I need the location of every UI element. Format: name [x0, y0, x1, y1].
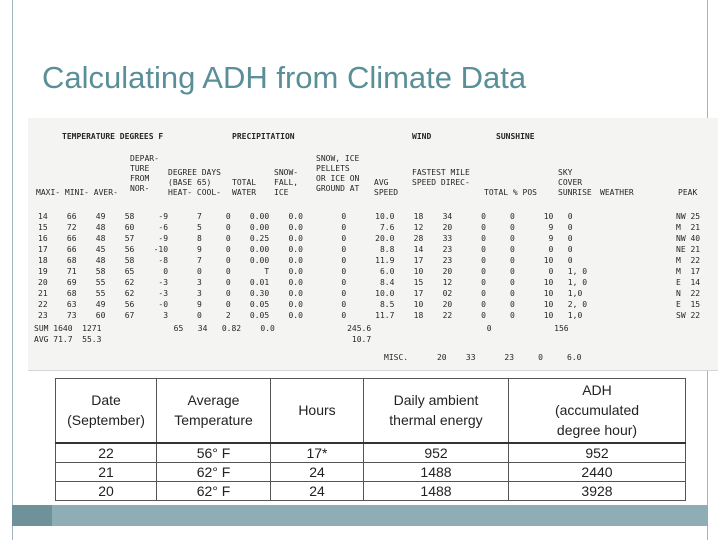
scan-row: 17 66 45 56 -10 9 0 0.00 0.0 0 8.8 14 23 0 0 0 0	[38, 245, 573, 254]
scan-row: 16 66 48 57 -9 8 0 0.25 0.0 0 20.0 28 33 0 0 9 0	[38, 234, 573, 243]
adh-header-row	[56, 379, 686, 443]
adh-table	[55, 378, 686, 501]
sunshine-group-header: SUNSHINE	[496, 132, 535, 141]
peak-cell: NW 40	[676, 234, 701, 243]
footer-accent	[12, 505, 52, 526]
scan-row: 15 72 48 60 -6 5 0 0.00 0.0 0 7.6 12 20 0 0 9 0	[38, 223, 573, 232]
adh-cell: 952	[509, 443, 686, 463]
weather-header: WEATHER	[600, 188, 634, 197]
snowfall-header: SNOW- FALL, ICE	[274, 168, 299, 197]
hours-header-label: Hours	[298, 402, 336, 419]
sky-cover-header: SKY COVER SUNRISE	[558, 168, 592, 197]
scan-sum-row: SUM 1640 1271 65 34 0.82 0.0 245.6 0 156	[34, 324, 569, 333]
thermal-energy-cell: 1488	[364, 481, 509, 500]
avg-temp-cell: 62° F	[157, 462, 271, 481]
table-row	[56, 481, 686, 500]
thermal-energy-cell: 952	[364, 443, 509, 463]
slide-title: Calculating ADH from Climate Data	[42, 60, 527, 95]
hours-cell: 24	[271, 481, 364, 500]
scan-row: 19 71 58 65 0 0 0 T 0.0 0 6.0 10 20 0 0 0 1, 0	[38, 267, 588, 276]
thermal-energy-header	[364, 379, 509, 443]
date-cell: 22	[56, 443, 157, 463]
peak-header: PEAK	[678, 188, 698, 197]
date-header-label: Date (September)	[67, 392, 145, 429]
adh-header-label: ADH (accumulated degree hour)	[554, 382, 640, 439]
departure-header: DEPAR- TURE FROM NOR-	[130, 154, 159, 193]
temperature-columns-header: MAXI- MINI- AVER-	[36, 188, 118, 197]
peak-cell: NW 25	[676, 212, 701, 221]
scan-row: 21 68 55 62 -3 3 0 0.30 0.0 0 10.0 17 02 0 0 10 1,0	[38, 289, 583, 298]
thermal-energy-header-label: Daily ambient thermal energy	[389, 392, 483, 429]
slide-frame-left	[12, 0, 13, 540]
peak-cell: N 22	[676, 289, 701, 298]
date-cell: 20	[56, 481, 157, 500]
scan-row: 23 73 60 67 3 0 2 0.05 0.0 0 11.7 18 22 0 0 10 1,0	[38, 311, 583, 320]
scan-row: 18 68 48 58 -8 7 0 0.00 0.0 0 11.9 17 23 0 0 10 0	[38, 256, 573, 265]
scan-avg-row: AVG 71.7 55.3 10.7	[34, 335, 372, 344]
hours-cell: 24	[271, 462, 364, 481]
table-row	[56, 462, 686, 481]
adh-cell: 2440	[509, 462, 686, 481]
scan-row: 14 66 49 58 -9 7 0 0.00 0.0 0 10.0 18 34 0 0 10 0	[38, 212, 573, 221]
temperature-group-header: TEMPERATURE DEGREES F	[62, 132, 164, 141]
hours-cell: 17*	[271, 443, 364, 463]
total-water-header: TOTAL WATER	[232, 178, 257, 197]
scan-row: 22 63 49 56 -0 9 0 0.05 0.0 0 8.5 10 20 0 0 10 2, 0	[38, 300, 588, 309]
date-header	[56, 379, 157, 443]
avg-temp-header	[157, 379, 271, 443]
peak-cell: NE 21	[676, 245, 701, 254]
thermal-energy-cell: 1488	[364, 462, 509, 481]
total-pos-header: TOTAL % POS	[484, 188, 537, 197]
footer-bar	[12, 505, 708, 526]
peak-cell: SW 22	[676, 311, 701, 320]
adh-header	[509, 379, 686, 443]
avg-temp-cell: 56° F	[157, 443, 271, 463]
peak-cell: M 21	[676, 223, 701, 232]
adh-cell: 3928	[509, 481, 686, 500]
fastest-mile-header: FASTEST MILE SPEED DIREC-	[412, 168, 470, 187]
avg-temp-header-label: Average Temperature	[174, 392, 253, 429]
peak-cell: M 22	[676, 256, 701, 265]
peak-cell: E 15	[676, 300, 701, 309]
wind-group-header: WIND	[412, 132, 432, 141]
avg-speed-header: AVG SPEED	[374, 178, 399, 197]
peak-cell: M 17	[676, 267, 701, 276]
hours-header	[271, 379, 364, 443]
degree-days-header: DEGREE DAYS (BASE 65) HEAT- COOL-	[168, 168, 221, 197]
climate-data-scan	[28, 118, 718, 371]
snow-ground-header: SNOW, ICE PELLETS OR ICE ON GROUND AT	[316, 154, 360, 193]
scan-row: 20 69 55 62 -3 3 0 0.01 0.0 0 8.4 15 12 0 0 10 1, 0	[38, 278, 588, 287]
precipitation-group-header: PRECIPITATION	[232, 132, 295, 141]
table-row	[56, 443, 686, 463]
avg-temp-cell: 62° F	[157, 481, 271, 500]
date-cell: 21	[56, 462, 157, 481]
scan-misc-row: MISC. 20 33 23 0 6.0	[384, 353, 582, 362]
peak-cell: E 14	[676, 278, 701, 287]
